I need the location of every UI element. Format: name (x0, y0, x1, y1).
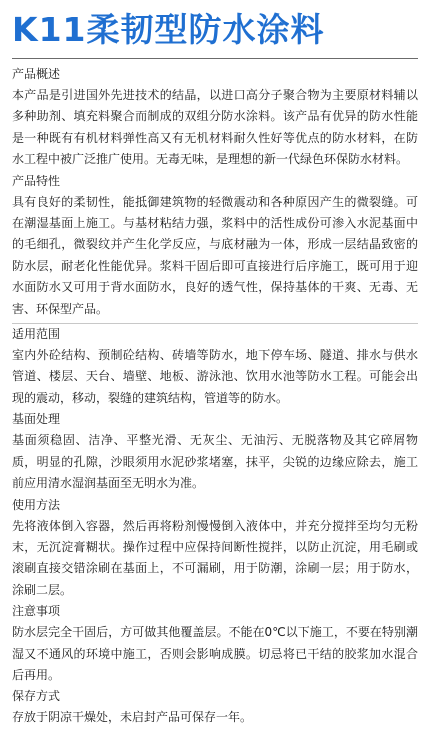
section-surface-prep (12, 409, 418, 494)
section-heading: 产品特性 (12, 173, 61, 188)
section-heading: 注意事项 (12, 604, 61, 619)
section-overview (12, 64, 418, 171)
section-features (12, 171, 418, 320)
section-body: 防水层完全干固后，方可做其他覆盖层。不能在0℃以下施工，不要在特别潮湿又不通风的环境中施工，否则会影响成膜。切忌将已干结的胶浆加水混合后再用。 (12, 625, 418, 682)
section-body: 室内外砼结构、预制砼结构、砖墙等防水，地下停车场、隧道、排水与供水管道、楼层、天台、墙壁、地板、游泳池、饮用水池等防水工程。可能会出现的震动，移动，裂缝的建筑结构，管道等的防水。 (12, 348, 418, 405)
section-body: 具有良好的柔韧性，能抵御建筑物的轻微震动和各种原因产生的微裂缝。可在潮湿基面上施工。与基材粘结力强，浆料中的活性成份可渗入水泥基面中的毛细孔，微裂纹并产生化学反应，与底材融为一体，形成一层结晶致密的防水层，耐老化性能优异。浆料干固后即可直接进行后序施工，既可用于迎水面防水又可用于背水面防水，良好的透气性，保持基体的干爽、无毒、无害、环保型产品。 (12, 194, 418, 316)
document-body (12, 59, 418, 729)
page-title: K11柔韧型防水涂料 (12, 10, 325, 49)
section-body: 本产品是引进国外先进技术的结晶，以进口高分子聚合物为主要原材料辅以多种助剂、填充料聚合而制成的双组分防水涂料。该产品有优异的防水性能是一种既有有机材料弹性高又有无机材料耐久性好等优点的防水材料，在防水工程中被广泛推广使用。无毒无味，是理想的新一代绿色环保防水材料。 (12, 88, 418, 167)
section-heading: 保存方式 (12, 689, 61, 704)
section-heading: 基面处理 (12, 412, 61, 427)
section-heading: 使用方法 (12, 497, 61, 512)
section-heading: 产品概述 (12, 67, 61, 81)
section-body: 基面须稳固、洁净、平整光滑、无灰尘、无油污、无脱落物及其它碎屑物质，明显的孔隙，沙眼须用水泥砂浆堵塞，抹平，尖锐的边缘应除去，施工前应用清水湿润基面至无明水为准。 (12, 433, 418, 491)
section-body: 存放于阴凉干燥处，未启封产品可保存一年。 (12, 710, 253, 725)
section-body: 先将液体倒入容器，然后再将粉剂慢慢倒入液体中，并充分搅拌至均匀无粉末，无沉淀膏糊状。操作过程中应保持间断性搅拌，以防止沉淀，用毛刷或滚刷直接交错涂刷在基面上，不可漏刷，用于防潮，涂刷一层；用于防水，涂刷二层。 (12, 518, 418, 597)
section-scope (12, 324, 418, 409)
section-storage (12, 686, 418, 728)
section-usage (12, 495, 418, 602)
section-heading: 适用范围 (12, 327, 61, 342)
section-notes (12, 601, 418, 686)
